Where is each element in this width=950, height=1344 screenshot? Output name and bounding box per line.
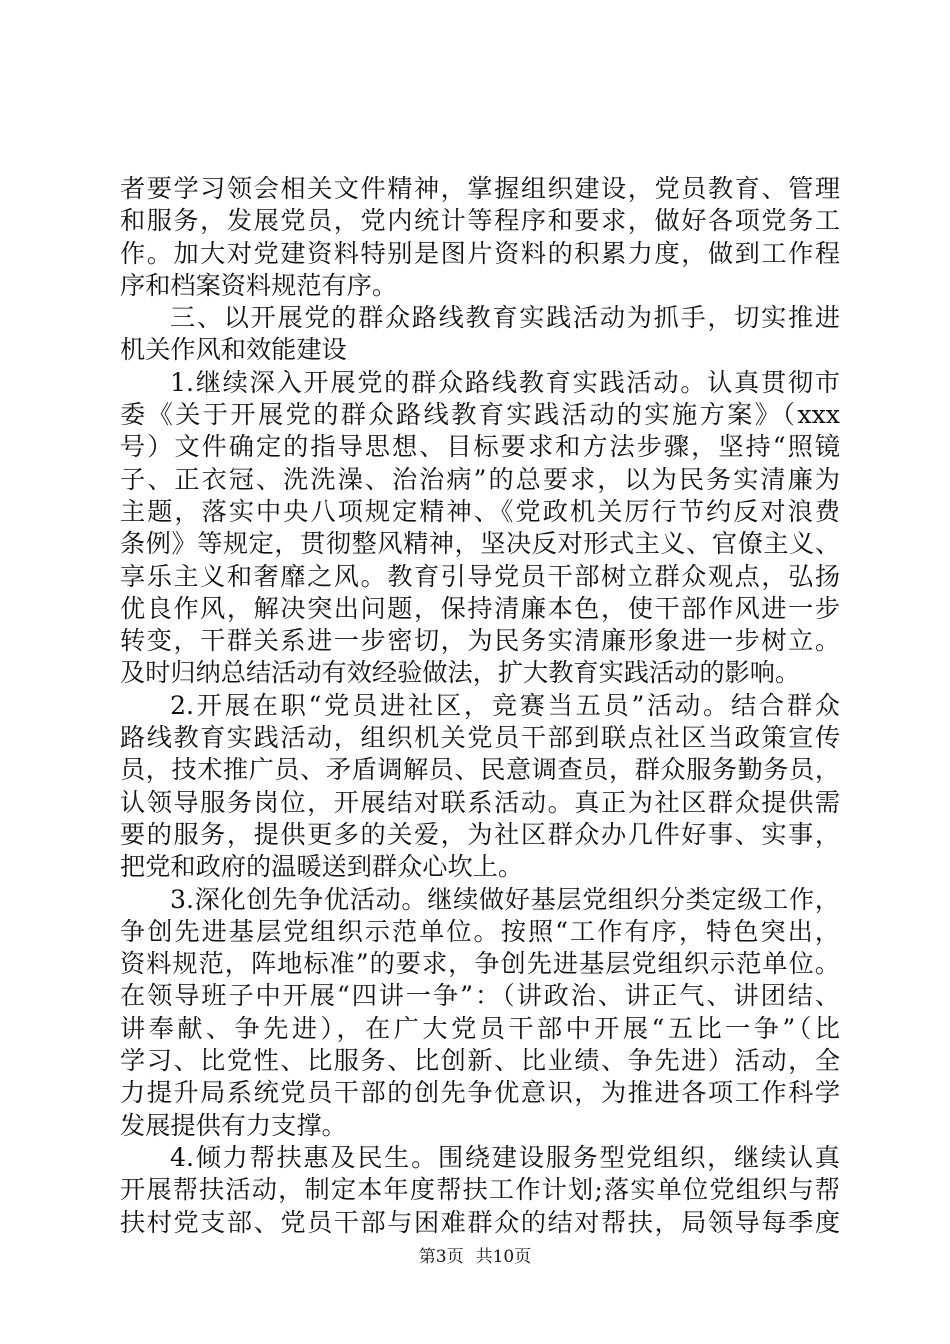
section-heading-line: 机关作风和效能建设 [120,335,347,365]
text-line: 者要学习领会相关文件精神，掌握组织建设，党员教育、管理 [120,174,840,203]
body-text [120,173,840,1239]
page-number: 第3页 [418,1247,464,1267]
text-line: 要的服务，提供更多的关爱，为社区群众办几件好事、实事， [120,819,840,849]
text-line: 争创先进基层党组织示范单位。按照“工作有序，特色突出， [120,916,840,946]
section-heading-line: 三、以开展党的群众路线教育实践活动为抓手，切实推进 [170,303,840,333]
text-line: 发展提供有力支撑。 [120,1110,347,1140]
text-line: 资料规范，阵地标准”的要求，争创先进基层党组织示范单位。 [120,949,840,979]
page-footer [0,1242,950,1267]
text-line: 主题，落实中央八项规定精神、《党政机关厉行节约反对浪费 [120,496,840,526]
text-line: 在领导班子中开展“四讲一争”：（讲政治、讲正气、讲团结、 [120,981,840,1011]
text-line: 和服务，发展党员，党内统计等程序和要求，做好各项党务工 [120,206,840,236]
text-line: 序和档案资料规范有序。 [120,270,398,300]
text-line: 转变，干群关系进一步密切，为民务实清廉形象进一步树立。 [120,626,840,656]
text-line: 子、正衣冠、洗洗澡、治治病”的总要求，以为民务实清廉为 [120,464,840,494]
text-line: 学习、比党性、比服务、比创新、比业绩、争先进）活动，全 [120,1046,840,1076]
text-line: 路线教育实践活动，组织机关党员干部到联点社区当政策宣传 [120,723,840,753]
text-line: 开展帮扶活动，制定本年度帮扶工作计划;落实单位党组织与帮 [120,1175,840,1205]
text-line: 力提升局系统党员干部的创先争优意识，为推进各项工作科学 [120,1078,840,1108]
text-line: 把党和政府的温暖送到群众心坎上。 [120,852,523,882]
text-line: 及时归纳总结活动有效经验做法，扩大教育实践活动的影响。 [120,658,801,688]
text-line: 享乐主义和奢靡之风。教育引导党员干部树立群众观点，弘扬 [120,561,840,591]
text-line: 条例》等规定，贯彻整风精神，坚决反对形式主义、官僚主义、 [120,529,840,559]
text-line: 扶村党支部、党员干部与困难群众的结对帮扶，局领导每季度 [120,1207,840,1237]
text-line: 认领导服务岗位，开展结对联系活动。真正为社区群众提供需 [120,787,840,817]
text-line: 号）文件确定的指导思想、目标要求和方法步骤，坚持“照镜 [120,432,840,462]
text-line: 4.倾力帮扶惠及民生。围绕建设服务型党组织，继续认真 [170,1142,840,1172]
text-line: 1.继续深入开展党的群众路线教育实践活动。认真贯彻市 [170,367,840,397]
text-line: 优良作风，解决突出问题，保持清廉本色，使干部作风进一步 [120,593,840,623]
text-line: 员，技术推广员、矛盾调解员、民意调查员，群众服务勤务员， [120,755,840,785]
text-line: 3.深化创先争优活动。继续做好基层党组织分类定级工作， [170,884,840,914]
text-line: 作。加大对党建资料特别是图片资料的积累力度，做到工作程 [120,238,840,268]
text-line: 委《关于开展党的群众路线教育实践活动的实施方案》（xxx [120,400,840,430]
text-line: 讲奉献、争先进），在广大党员干部中开展“五比一争”（比 [120,1013,840,1043]
page-total: 共10页 [475,1247,532,1267]
text-line: 2.开展在职“党员进社区，竞赛当五员”活动。结合群众 [170,690,840,720]
